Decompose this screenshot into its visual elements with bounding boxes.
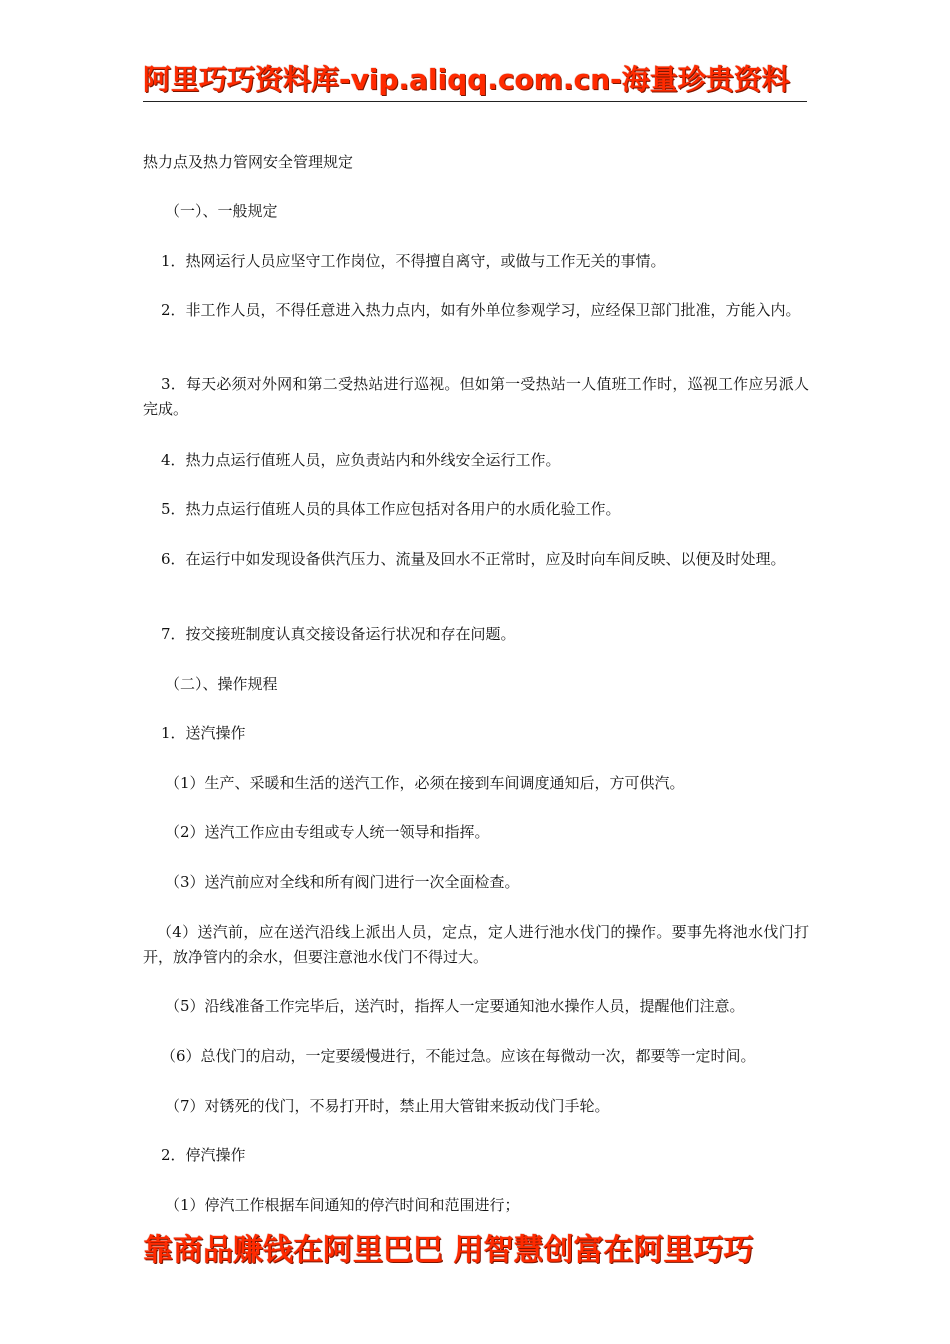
document-title: 热力点及热力管网安全管理规定 — [143, 153, 354, 171]
paragraph-2-1-1: （1）生产、采暖和生活的送汽工作，必须在接到车间调度通知后，方可供汽。 — [165, 774, 685, 792]
paragraph-2-1-6: （6）总伐门的启动，一定要缓慢进行，不能过急。应该在每微动一次，都要等一定时间。 — [161, 1047, 756, 1065]
section-heading-operations: （二）、操作规程 — [165, 675, 278, 693]
paragraph-2-1-7: （7）对锈死的伐门，不易打开时，禁止用大管钳来扳动伐门手轮。 — [165, 1097, 610, 1115]
paragraph-1-1: 1．热网运行人员应坚守工作岗位，不得擅自离守，或做与工作无关的事情。 — [161, 252, 666, 270]
paragraph-1-3: 3．每天必须对外网和第二受热站进行巡视。但如第一受热站一人值班工作时，巡视工作应另派人完成。 — [143, 375, 809, 418]
section-heading-general: （一）、一般规定 — [165, 202, 278, 220]
paragraph-1-7: 7．按交接班制度认真交接设备运行状况和存在问题。 — [161, 625, 516, 643]
subheading-start-steam: 1．送汽操作 — [161, 724, 246, 742]
header-banner: 阿里巧巧资料库-vip.aliqq.com.cn-海量珍贵资料 — [143, 63, 790, 96]
paragraph-2-2-1: （1）停汽工作根据车间通知的停汽时间和范围进行； — [165, 1196, 520, 1214]
paragraph-2-1-2: （2）送汽工作应由专组或专人统一领导和指挥。 — [165, 823, 490, 841]
footer-banner: 靠商品赚钱在阿里巴巴 用智慧创富在阿里巧巧 — [143, 1233, 754, 1268]
header-divider — [143, 101, 807, 102]
subheading-stop-steam: 2．停汽操作 — [161, 1146, 246, 1164]
paragraph-1-6: 6．在运行中如发现设备供汽压力、流量及回水不正常时，应及时向车间反映、以便及时处理。 — [161, 550, 786, 568]
paragraph-1-5: 5．热力点运行值班人员的具体工作应包括对各用户的水质化验工作。 — [161, 500, 621, 518]
paragraph-2-1-5: （5）沿线准备工作完毕后，送汽时，指挥人一定要通知池水操作人员，提醒他们注意。 — [165, 997, 745, 1015]
paragraph-1-2: 2．非工作人员，不得任意进入热力点内，如有外单位参观学习，应经保卫部门批准，方能入内。 — [161, 301, 801, 319]
paragraph-2-1-3: （3）送汽前应对全线和所有阀门进行一次全面检查。 — [165, 873, 520, 891]
paragraph-1-4: 4．热力点运行值班人员，应负责站内和外线安全运行工作。 — [161, 451, 561, 469]
paragraph-2-1-4: （4）送汽前，应在送汽沿线上派出人员，定点，定人进行池水伐门的操作。要事先将池水伐门打开，放净管内的余水，但要注意池水伐门不得过大。 — [143, 923, 809, 966]
